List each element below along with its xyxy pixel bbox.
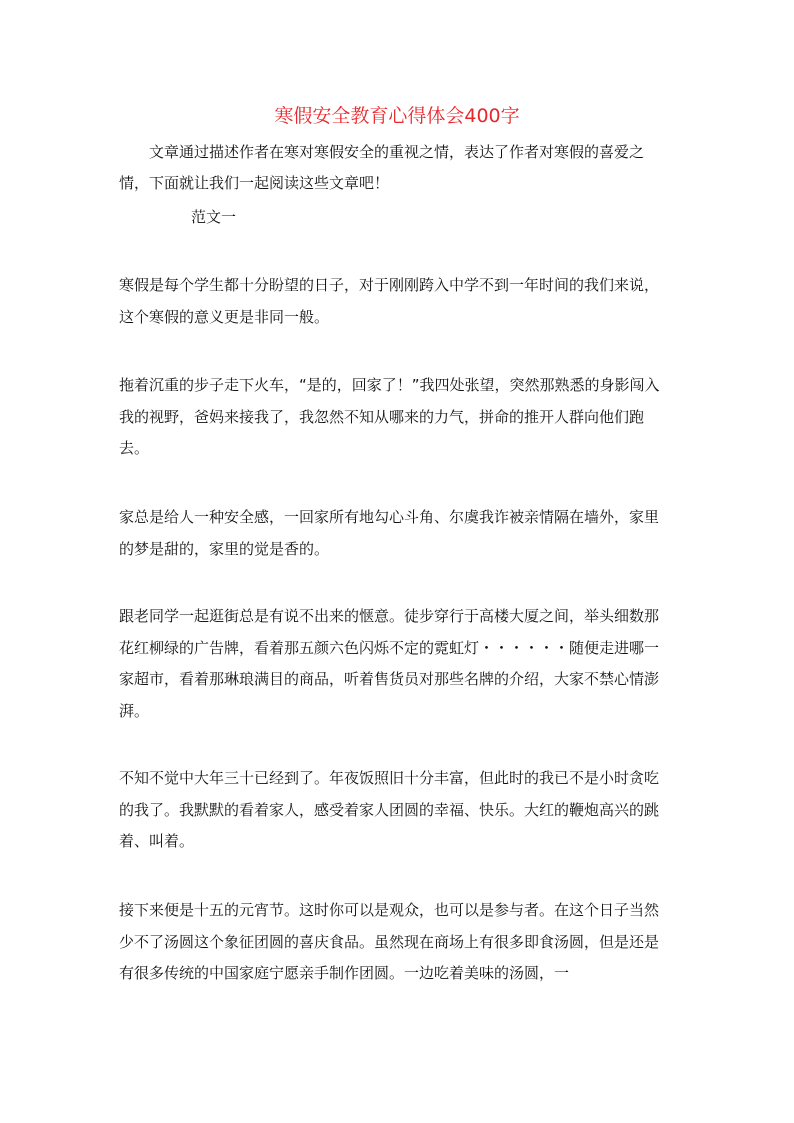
body-paragraph: 家总是给人一种安全感，一回家所有地勾心斗角、尔虞我诈被亲情隔在墙外，家里的梦是甜的，家里的觉是香的。 xyxy=(119,508,660,558)
intro-paragraph: 文章通过描述作者在寒对寒假安全的重视之情，表达了作者对寒假的喜爱之情，下面就让我们一起阅读这些文章吧！ xyxy=(119,143,645,192)
body-paragraph: 拖着沉重的步子走下火车，“是的，回家了！”我四处张望，突然那熟悉的身影闯入我的视野，爸妈来接我了，我忽然不知从哪来的力气，拼命的推开人群向他们跑去。 xyxy=(119,376,660,457)
body-paragraph: 接下来便是十五的元宵节。这时你可以是观众，也可以是参与者。在这个日子当然少不了汤圆这个象征团圆的喜庆食品。虽然现在商场上有很多即食汤圆，但是还是有很多传统的中国家庭宁愿亲手制作团圆。一边吃着美味的汤圆，一 xyxy=(119,901,660,982)
body-paragraph: 寒假是每个学生都十分盼望的日子，对于刚刚跨入中学不到一年时间的我们来说，这个寒假的意义更是非同一般。 xyxy=(119,276,660,326)
section-subheading: 范文一 xyxy=(191,208,237,226)
document-title: 寒假安全教育心得体会400字 xyxy=(274,105,520,127)
body-paragraph: 跟老同学一起逛街总是有说不出来的惬意。徒步穿行于高楼大厦之间，举头细数那花红柳绿的广告牌，看着那五颜六色闪烁不定的霓虹灯・・・・・・随便走进哪一家超市，看着那琳琅满目的商品，听着售货员对那些名牌的介绍，大家不禁心情澎湃。 xyxy=(119,607,660,720)
body-paragraph: 不知不觉中大年三十已经到了。年夜饭照旧十分丰富，但此时的我已不是小时贪吃的我了。我默默的看着家人，感受着家人团圆的幸福、快乐。大红的鞭炮高兴的跳着、叫着。 xyxy=(119,769,660,850)
